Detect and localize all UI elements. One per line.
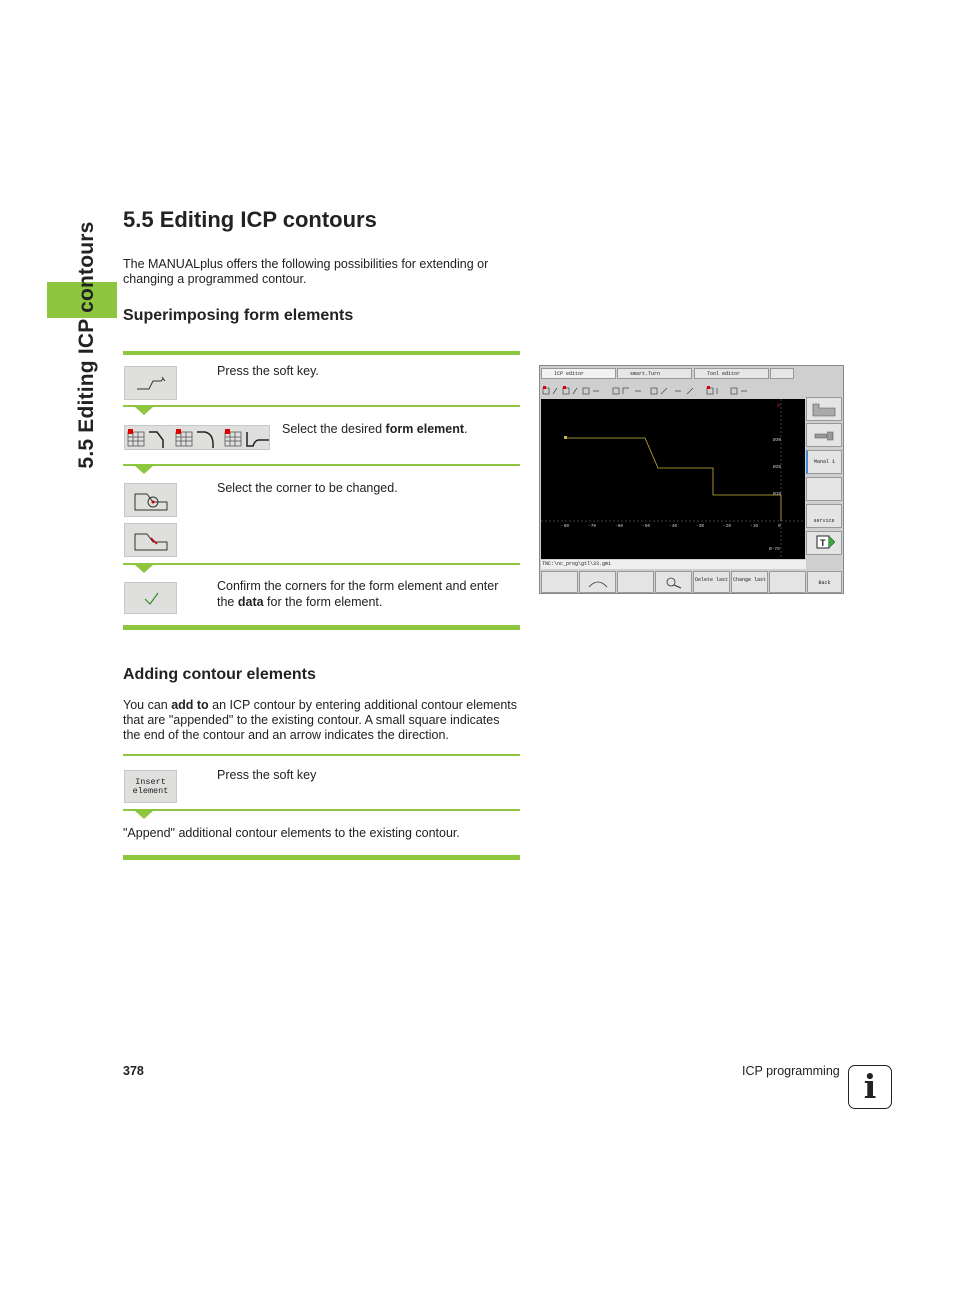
- intro-text: The MANUALplus offers the following possibilities for extending or changing a programmed contour.: [123, 257, 489, 286]
- bottom-key-empty: [541, 571, 578, 593]
- table-bottom-rule: [123, 855, 520, 860]
- bottom-key-zoom: [655, 571, 692, 593]
- insert-element-softkey[interactable]: Insert element: [124, 770, 177, 803]
- svg-text:-50: -50: [642, 524, 651, 529]
- side-key-empty: [806, 477, 842, 501]
- form-element-icon: [125, 367, 178, 401]
- step-divider: [123, 809, 520, 811]
- side-key-tool: [806, 423, 842, 447]
- confirm-softkey[interactable]: [124, 582, 177, 614]
- side-key-service: service: [806, 504, 842, 528]
- side-key-manual: Manal 1: [806, 450, 842, 474]
- bottom-key-back: Back: [807, 571, 842, 593]
- bottom-key-empty: [617, 571, 654, 593]
- step-divider: [123, 563, 520, 565]
- form-element-choices[interactable]: [124, 425, 270, 450]
- svg-text:-30: -30: [696, 524, 705, 529]
- corner-select-icon: [125, 484, 178, 518]
- chamfer-round-undercut-icons: [125, 426, 271, 451]
- step-3-text: Select the corner to be changed.: [217, 481, 398, 495]
- svg-text:-20: -20: [723, 524, 732, 529]
- section-heading-adding: Adding contour elements: [123, 666, 316, 683]
- svg-text:T: T: [820, 538, 826, 548]
- tab-tool-editor: Tool editor: [694, 368, 769, 379]
- table-top-rule: [123, 351, 520, 355]
- svg-text:-60: -60: [615, 524, 624, 529]
- bottom-key-empty: [769, 571, 806, 593]
- bottom-key-change-last: Change last: [731, 571, 768, 593]
- svg-text:-40: -40: [669, 524, 678, 529]
- insert-step-text: Press the soft key: [217, 768, 317, 782]
- chapter-side-title: 5.5 Editing ICP contours: [75, 221, 98, 469]
- step-arrow-icon: [135, 811, 153, 819]
- svg-text:Ø30: Ø30: [773, 438, 782, 443]
- page-title: 5.5 Editing ICP contours: [123, 207, 377, 232]
- info-icon: i: [848, 1065, 892, 1109]
- svg-text:-70: -70: [588, 524, 597, 529]
- tab-save-icon: [770, 368, 794, 379]
- tab-icp-editor: ICP editor: [541, 368, 616, 379]
- side-key-turning: [806, 397, 842, 421]
- step-divider: [123, 405, 520, 407]
- svg-text:X: X: [777, 403, 781, 409]
- corner-select-arrow-icon: [125, 524, 178, 558]
- select-corner-softkey-2[interactable]: [124, 523, 177, 557]
- contour-graphic: [541, 399, 805, 559]
- svg-text:Ø20: Ø20: [773, 465, 782, 470]
- step-4-text: Confirm the corners for the form element and enter the data for the form element.: [217, 579, 499, 609]
- svg-text:-10: -10: [750, 524, 759, 529]
- form-element-softkey[interactable]: [124, 366, 177, 400]
- svg-text:Ø-70: Ø-70: [769, 547, 780, 552]
- step-arrow-icon: [135, 565, 153, 573]
- svg-text:0: 0: [778, 524, 781, 529]
- step-arrow-icon: [135, 407, 153, 415]
- step-2-text: Select the desired form element.: [282, 422, 468, 436]
- bottom-key-arc: [579, 571, 616, 593]
- select-corner-softkey[interactable]: [124, 483, 177, 517]
- section-heading-superimposing: Superimposing form elements: [123, 307, 354, 324]
- table-bottom-rule: [123, 625, 520, 630]
- append-step-text: "Append" additional contour elements to the existing contour.: [123, 826, 460, 840]
- icp-toolbar: [541, 384, 771, 396]
- adding-body-text: You can add to an ICP contour by entering additional contour elements that are "appended" to the existing contour. A small square indicates the end of the contour and an arrow indicates the direction.: [123, 698, 517, 742]
- step-arrow-icon: [135, 466, 153, 474]
- tab-smart-turn: smart.Turn: [617, 368, 692, 379]
- step-divider: [123, 464, 520, 466]
- status-line: TNC:\nc_prog\gtl\33.gmi: [541, 560, 806, 569]
- chapter-name: ICP programming: [742, 1064, 840, 1078]
- page-number: 378: [123, 1064, 144, 1078]
- side-key-tool-table: [806, 531, 842, 555]
- checkmark-icon: [125, 583, 178, 615]
- svg-text:Ø10: Ø10: [773, 492, 782, 497]
- bottom-key-delete-last: Delete last: [693, 571, 730, 593]
- svg-text:-80: -80: [561, 524, 570, 529]
- step-1-text: Press the soft key.: [217, 364, 319, 378]
- icp-editor-screenshot: [539, 365, 844, 594]
- table-top-rule: [123, 754, 520, 756]
